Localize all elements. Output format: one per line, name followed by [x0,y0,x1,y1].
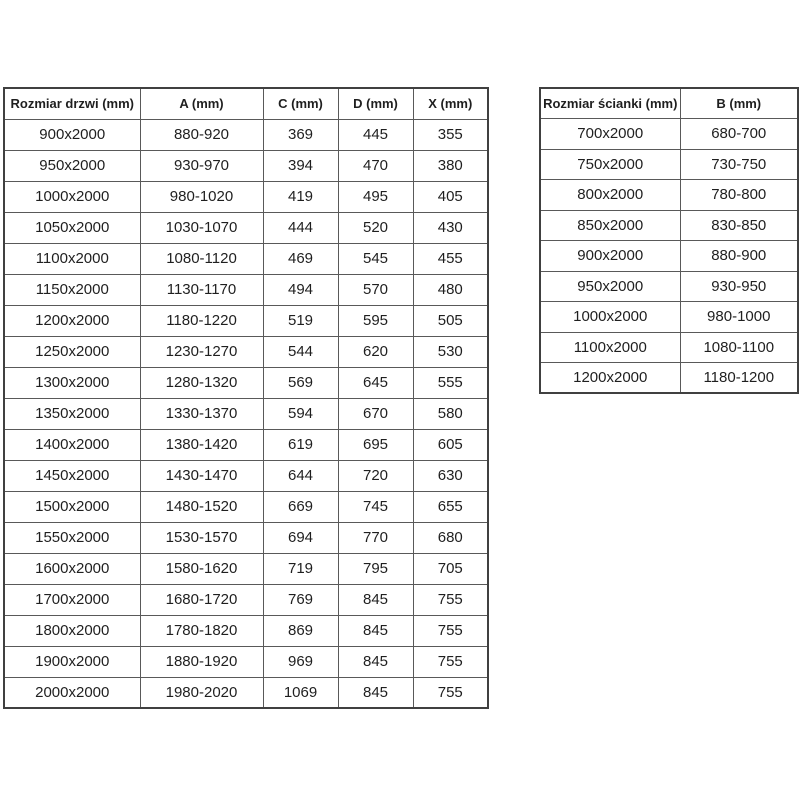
table-cell: 570 [338,274,413,305]
table-cell: 1230-1270 [140,336,263,367]
table-row [540,119,798,150]
table-cell: 355 [413,119,488,150]
column-header: Rozmiar ścianki (mm) [540,88,680,119]
table-cell: 594 [263,398,338,429]
table-row [540,302,798,333]
table-cell: 1980-2020 [140,677,263,708]
table-cell: 620 [338,336,413,367]
table-cell: 880-900 [680,241,798,272]
table-cell: 850x2000 [540,210,680,241]
column-header: Rozmiar drzwi (mm) [4,88,140,119]
table-cell: 880-920 [140,119,263,150]
table-cell: 930-950 [680,271,798,302]
table-cell: 1780-1820 [140,615,263,646]
table-cell: 455 [413,243,488,274]
table-row [540,241,798,272]
table-cell: 705 [413,553,488,584]
table-cell: 444 [263,212,338,243]
table-row [4,367,488,398]
table-cell: 1530-1570 [140,522,263,553]
wall-table-body [540,119,798,394]
table-row [4,615,488,646]
table-cell: 605 [413,429,488,460]
table-cell: 405 [413,181,488,212]
table-cell: 900x2000 [540,241,680,272]
table-cell: 670 [338,398,413,429]
table-cell: 755 [413,584,488,615]
table-row [540,363,798,394]
door-size-table [3,87,489,709]
table-cell: 1800x2000 [4,615,140,646]
table-cell: 730-750 [680,149,798,180]
table-cell: 694 [263,522,338,553]
table-cell: 795 [338,553,413,584]
table-cell: 980-1000 [680,302,798,333]
table-cell: 1450x2000 [4,460,140,491]
table-row [540,332,798,363]
table-cell: 930-970 [140,150,263,181]
table-cell: 1350x2000 [4,398,140,429]
table-row [4,150,488,181]
table-cell: 1900x2000 [4,646,140,677]
table-cell: 770 [338,522,413,553]
table-cell: 1500x2000 [4,491,140,522]
table-cell: 969 [263,646,338,677]
table-cell: 845 [338,584,413,615]
table-cell: 419 [263,181,338,212]
table-row [4,274,488,305]
table-cell: 980-1020 [140,181,263,212]
table-cell: 1080-1120 [140,243,263,274]
table-cell: 1280-1320 [140,367,263,398]
table-cell: 720 [338,460,413,491]
table-cell: 800x2000 [540,180,680,211]
table-row [4,491,488,522]
table-row [540,180,798,211]
table-cell: 700x2000 [540,119,680,150]
table-row [4,181,488,212]
table-cell: 469 [263,243,338,274]
table-cell: 745 [338,491,413,522]
table-row [4,398,488,429]
table-row [4,522,488,553]
table-cell: 830-850 [680,210,798,241]
table-cell: 1080-1100 [680,332,798,363]
table-cell: 430 [413,212,488,243]
table-cell: 1069 [263,677,338,708]
wall-table-header-row [540,88,798,119]
table-cell: 755 [413,646,488,677]
table-cell: 669 [263,491,338,522]
table-row [4,646,488,677]
table-cell: 755 [413,677,488,708]
table-row [540,210,798,241]
table-row [4,305,488,336]
table-cell: 545 [338,243,413,274]
table-cell: 680 [413,522,488,553]
table-row [4,429,488,460]
table-cell: 655 [413,491,488,522]
table-cell: 595 [338,305,413,336]
table-cell: 1880-1920 [140,646,263,677]
table-cell: 520 [338,212,413,243]
door-table-body [4,119,488,708]
table-cell: 530 [413,336,488,367]
wall-table-head [540,88,798,119]
table-row [4,212,488,243]
table-cell: 1130-1170 [140,274,263,305]
table-row [4,553,488,584]
table-cell: 1550x2000 [4,522,140,553]
table-row [540,271,798,302]
table-cell: 1300x2000 [4,367,140,398]
table-cell: 1180-1200 [680,363,798,394]
table-cell: 644 [263,460,338,491]
table-cell: 1700x2000 [4,584,140,615]
table-cell: 1250x2000 [4,336,140,367]
table-row [540,149,798,180]
table-cell: 445 [338,119,413,150]
table-cell: 869 [263,615,338,646]
table-cell: 1150x2000 [4,274,140,305]
door-table-header-row [4,88,488,119]
table-cell: 845 [338,646,413,677]
column-header: A (mm) [140,88,263,119]
table-cell: 1380-1420 [140,429,263,460]
table-cell: 1000x2000 [540,302,680,333]
table-cell: 1180-1220 [140,305,263,336]
table-cell: 845 [338,615,413,646]
table-cell: 480 [413,274,488,305]
table-cell: 680-700 [680,119,798,150]
table-cell: 900x2000 [4,119,140,150]
table-cell: 1030-1070 [140,212,263,243]
table-cell: 719 [263,553,338,584]
table-cell: 845 [338,677,413,708]
table-cell: 769 [263,584,338,615]
wall-panel-size-table [539,87,799,394]
column-header: C (mm) [263,88,338,119]
table-cell: 555 [413,367,488,398]
table-cell: 2000x2000 [4,677,140,708]
table-cell: 1330-1370 [140,398,263,429]
table-cell: 1200x2000 [540,363,680,394]
table-cell: 1580-1620 [140,553,263,584]
table-cell: 1430-1470 [140,460,263,491]
table-cell: 780-800 [680,180,798,211]
table-cell: 1600x2000 [4,553,140,584]
table-cell: 519 [263,305,338,336]
table-cell: 695 [338,429,413,460]
table-cell: 755 [413,615,488,646]
column-header: B (mm) [680,88,798,119]
table-cell: 630 [413,460,488,491]
table-cell: 580 [413,398,488,429]
table-cell: 950x2000 [540,271,680,302]
table-cell: 494 [263,274,338,305]
table-cell: 619 [263,429,338,460]
table-cell: 1000x2000 [4,181,140,212]
table-cell: 505 [413,305,488,336]
table-row [4,119,488,150]
table-cell: 569 [263,367,338,398]
table-cell: 1680-1720 [140,584,263,615]
table-cell: 470 [338,150,413,181]
table-cell: 380 [413,150,488,181]
table-cell: 495 [338,181,413,212]
table-row [4,584,488,615]
column-header: X (mm) [413,88,488,119]
table-cell: 1200x2000 [4,305,140,336]
table-cell: 394 [263,150,338,181]
column-header: D (mm) [338,88,413,119]
table-cell: 1100x2000 [4,243,140,274]
table-cell: 1400x2000 [4,429,140,460]
door-table-head [4,88,488,119]
table-cell: 1480-1520 [140,491,263,522]
table-cell: 1100x2000 [540,332,680,363]
table-cell: 645 [338,367,413,398]
table-cell: 544 [263,336,338,367]
table-row [4,336,488,367]
table-cell: 950x2000 [4,150,140,181]
table-cell: 369 [263,119,338,150]
table-cell: 1050x2000 [4,212,140,243]
table-cell: 750x2000 [540,149,680,180]
table-row [4,460,488,491]
table-row [4,243,488,274]
table-row [4,677,488,708]
